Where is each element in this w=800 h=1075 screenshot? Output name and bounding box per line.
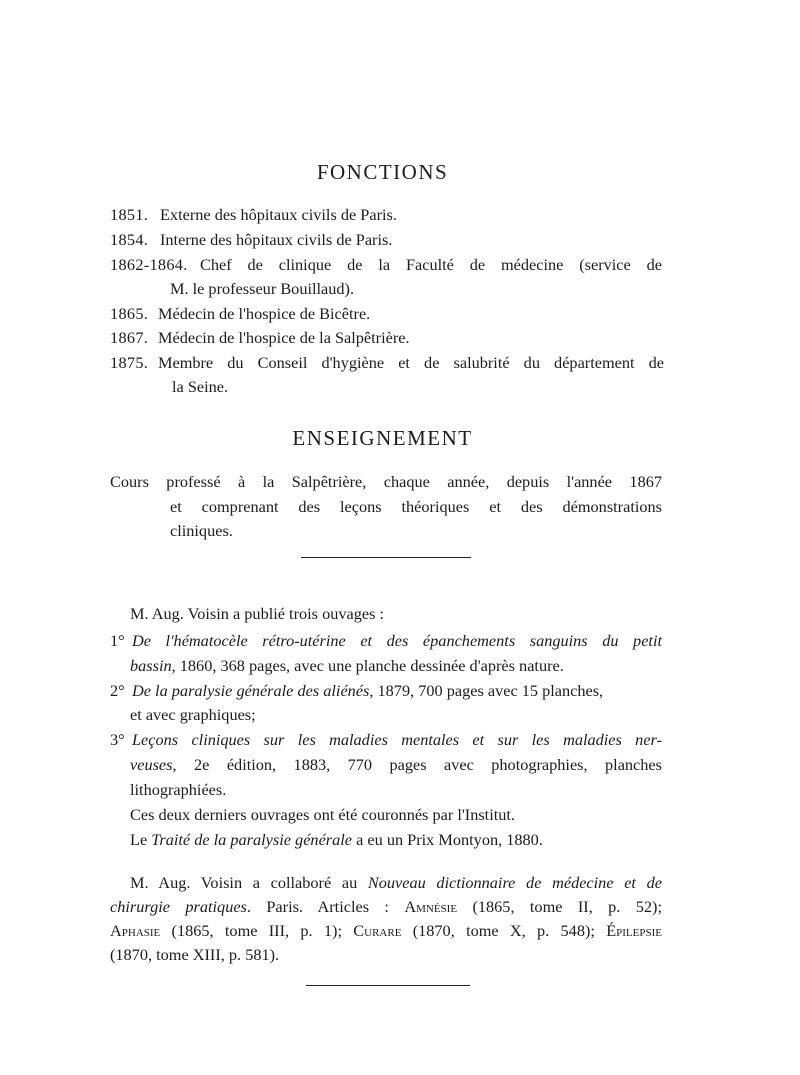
fonction-text: Médecin de l'hospice de Bicêtre. (158, 304, 371, 323)
fonction-text: Interne des hôpitaux civils de Paris. (160, 230, 393, 249)
fonction-text: M. le professeur Bouillaud). (170, 279, 355, 298)
ouvrage-details: et avec graphiques; (130, 705, 256, 724)
enseignement-text: et comprenant des leçons théoriques et des démonstrations (170, 497, 662, 516)
ouvrage-title: Leçons cliniques sur les maladies mentales et sur les maladies ner- (132, 730, 662, 749)
ouvrage-title: De la paralysie générale des aliénés, 1879, 700 pages avec 15 planches, (132, 681, 604, 700)
fonction-text: Membre du Conseil d'hygiène et de salubrité du département de (158, 353, 664, 372)
fonction-year: 1854. (110, 230, 149, 249)
fonction-text: Externe des hôpitaux civils de Paris. (160, 205, 397, 224)
fonction-year: 1862-1864. (110, 255, 188, 274)
enseignement-text: Cours professé à la Salpêtrière, chaque année, depuis l'année 1867 (110, 472, 662, 491)
section-title-fonctions: FONCTIONS (316, 160, 449, 184)
collaboration-text: (1870, tome XIII, p. 581). (110, 945, 280, 964)
fonction-year: 1865. (110, 304, 149, 323)
fonction-text: Chef de clinique de la Faculté de médecine (service de (200, 255, 662, 274)
ouvrage-details: lithographiées. (130, 780, 227, 799)
ouvrage-marker: 3° (110, 730, 125, 749)
section-title-enseignement: ENSEIGNEMENT (292, 426, 473, 450)
ouvrage-title: De l'hématocèle rétro-utérine et des épanchements sanguins du petit (132, 631, 662, 650)
ouvrage-marker: 2° (110, 681, 125, 700)
collaboration-text: chirurgie pratiques. Paris. Articles : Amnésie (1865, tome II, p. 52); (110, 897, 662, 916)
fonction-year: 1875. (110, 353, 149, 372)
fonction-year: 1851. (110, 205, 149, 224)
fonction-text: la Seine. (172, 377, 229, 396)
collaboration-text: Aphasie (1865, tome III, p. 1); Curare (1870, tome X, p. 548); Épilepsie (110, 921, 662, 940)
fonction-text: Médecin de l'hospice de la Salpêtrière. (158, 328, 410, 347)
collaboration-text: M. Aug. Voisin a collaboré au Nouveau dictionnaire de médecine et de (130, 873, 662, 892)
separator-rule (306, 985, 470, 986)
separator-rule (301, 557, 471, 558)
ouvrage-details: veuses, 2e édition, 1883, 770 pages avec photographies, planches (130, 755, 662, 774)
fonction-year: 1867. (110, 328, 149, 347)
ouvrages-note: Ces deux derniers ouvrages ont été couronnés par l'Institut. (130, 805, 515, 824)
ouvrages-intro: M. Aug. Voisin a publié trois ouvages : (130, 604, 385, 623)
ouvrage-marker: 1° (110, 631, 125, 650)
ouvrage-details: bassin, 1860, 368 pages, avec une planche dessinée d'après nature. (130, 656, 564, 675)
enseignement-text: cliniques. (170, 521, 233, 540)
ouvrages-note: Le Traité de la paralysie générale a eu un Prix Montyon, 1880. (130, 830, 543, 849)
